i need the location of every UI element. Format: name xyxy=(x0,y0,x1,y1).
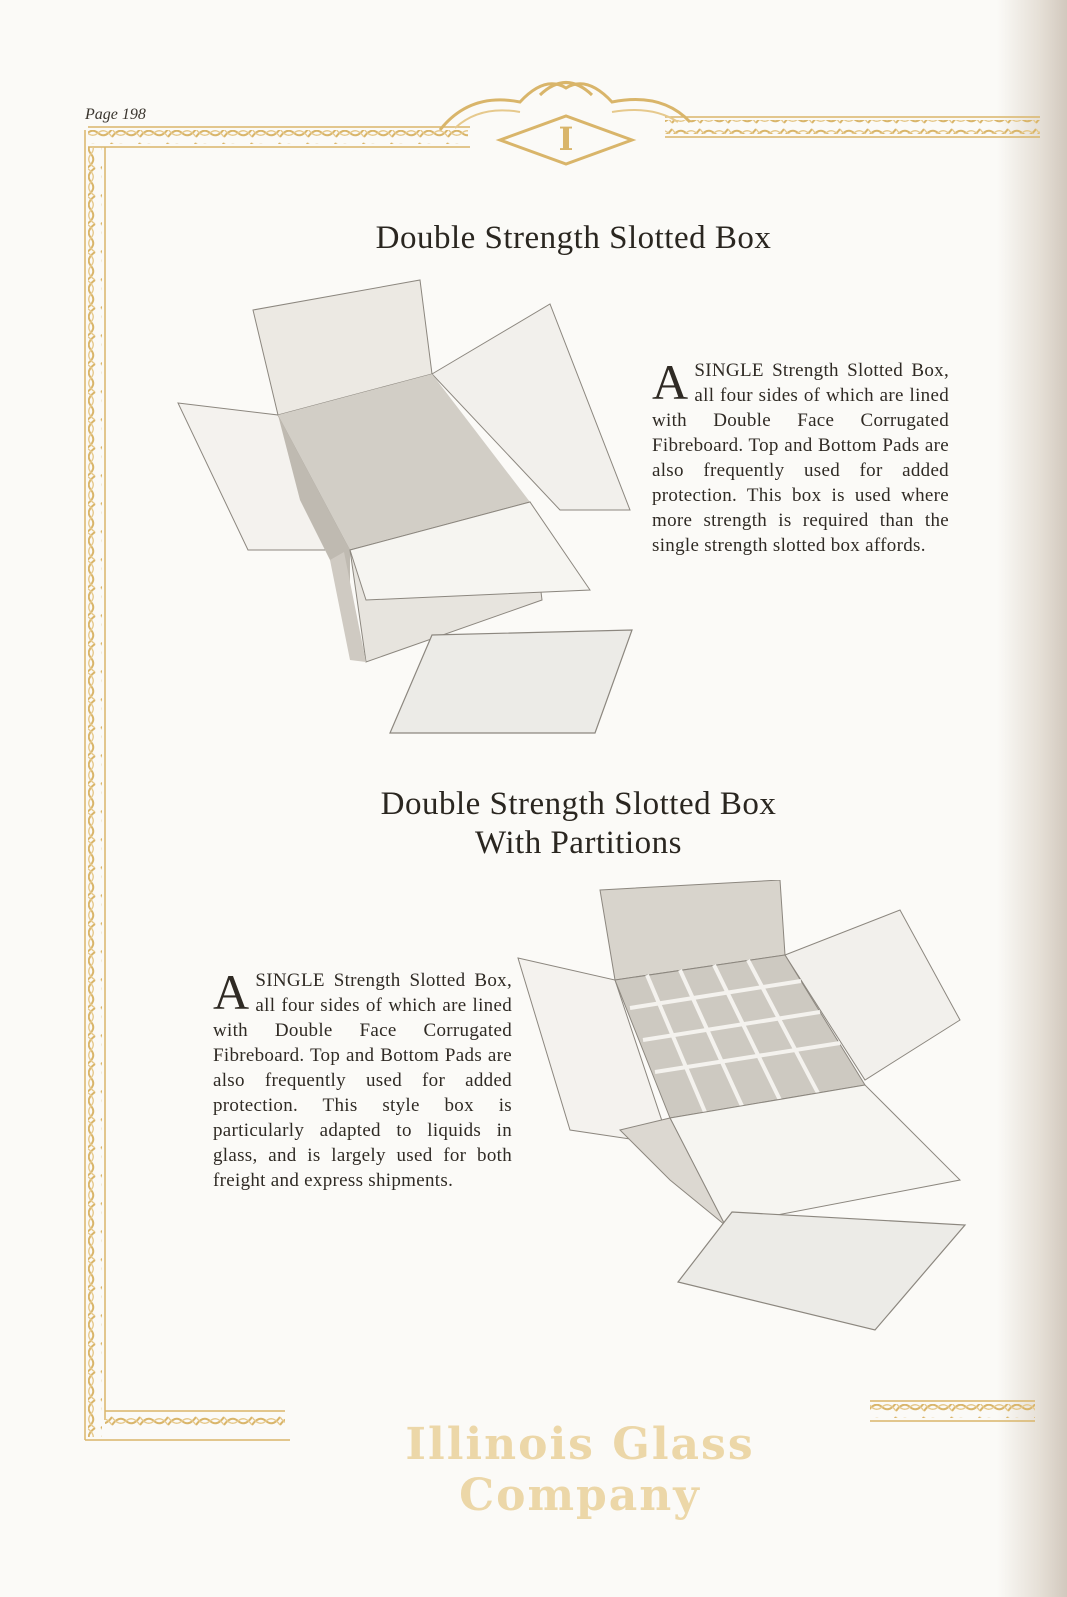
crest-emblem-letter: I xyxy=(558,120,574,158)
section2-title-line2: With Partitions xyxy=(475,825,682,861)
partitioned-box-illustration xyxy=(510,880,980,1350)
section1-title: Double Strength Slotted Box xyxy=(375,220,772,256)
section1-text: SINGLE Strength Slotted Box, all four sides of which are lined with Double Face Corrugated Fibreboard. Top and Bottom Pads are also frequently used for added protection. This box is used where more strength is required than the single strength slotted box affords. xyxy=(652,360,949,556)
slotted-box-illustration xyxy=(170,270,640,750)
section1-description xyxy=(652,354,949,558)
section2-description xyxy=(213,964,512,1193)
page-number: Page 198 xyxy=(85,106,146,123)
company-name-footer: Illinois Glass Company xyxy=(405,1419,755,1521)
section2-title-line1: Double Strength Slotted Box xyxy=(380,786,777,822)
section1-drop-cap: A xyxy=(652,354,689,410)
section2-drop-cap: A xyxy=(213,964,250,1020)
section2-text: SINGLE Strength Slotted Box, all four sides of which are lined with Double Face Corrugated Fibreboard. Top and Bottom Pads are also frequently used for added protection. This style box is particularly adapted to liquids in glass, and is largely used for both freight and express shipments. xyxy=(213,970,512,1191)
